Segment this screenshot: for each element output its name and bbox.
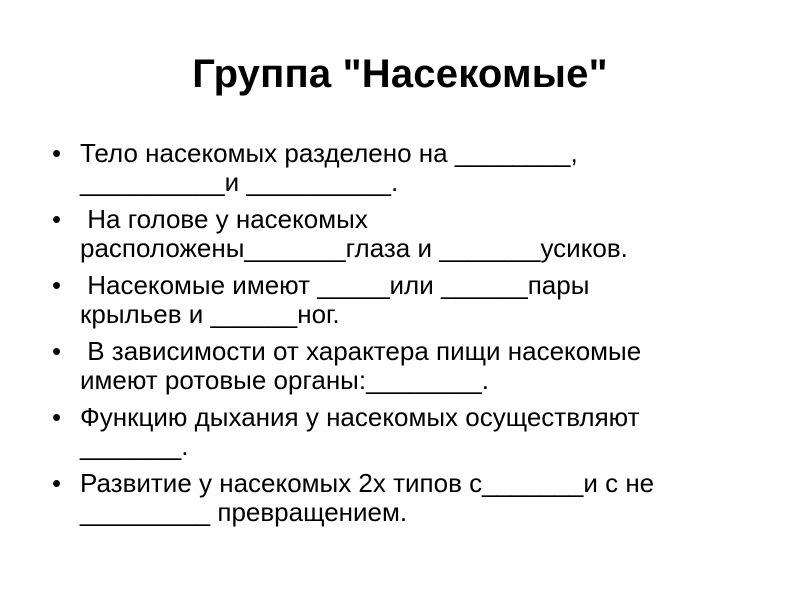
list-item-text: Тело насекомых разделено на ________, __________и __________. — [80, 138, 578, 197]
list-item — [42, 337, 772, 395]
list-item — [42, 139, 772, 197]
list-item — [42, 271, 772, 329]
list-item — [42, 469, 772, 527]
bullet-icon: • — [52, 270, 62, 300]
slide-title: Группа "Насекомые" — [192, 52, 608, 96]
bullet-icon: • — [52, 204, 62, 234]
list-item-text: Развитие у насекомых 2х типов с_______и с не _________ превращением. — [80, 468, 655, 527]
bullet-icon: • — [52, 402, 62, 432]
bullet-icon: • — [52, 138, 62, 168]
list-item — [42, 205, 772, 263]
list-item-text: На голове у насекомых расположены_______глаза и _______усиков. — [80, 204, 628, 263]
list-item — [42, 403, 772, 461]
list-item-text: Функцию дыхания у насекомых осуществляют _______. — [80, 402, 640, 461]
bullet-icon: • — [52, 468, 62, 498]
bullet-list — [42, 139, 772, 535]
list-item-text: Насекомые имеют _____или ______пары крыльев и ______ног. — [80, 270, 590, 329]
list-item-text: В зависимости от характера пищи насекомые имеют ротовые органы:________. — [80, 336, 642, 395]
bullet-icon: • — [52, 336, 62, 366]
